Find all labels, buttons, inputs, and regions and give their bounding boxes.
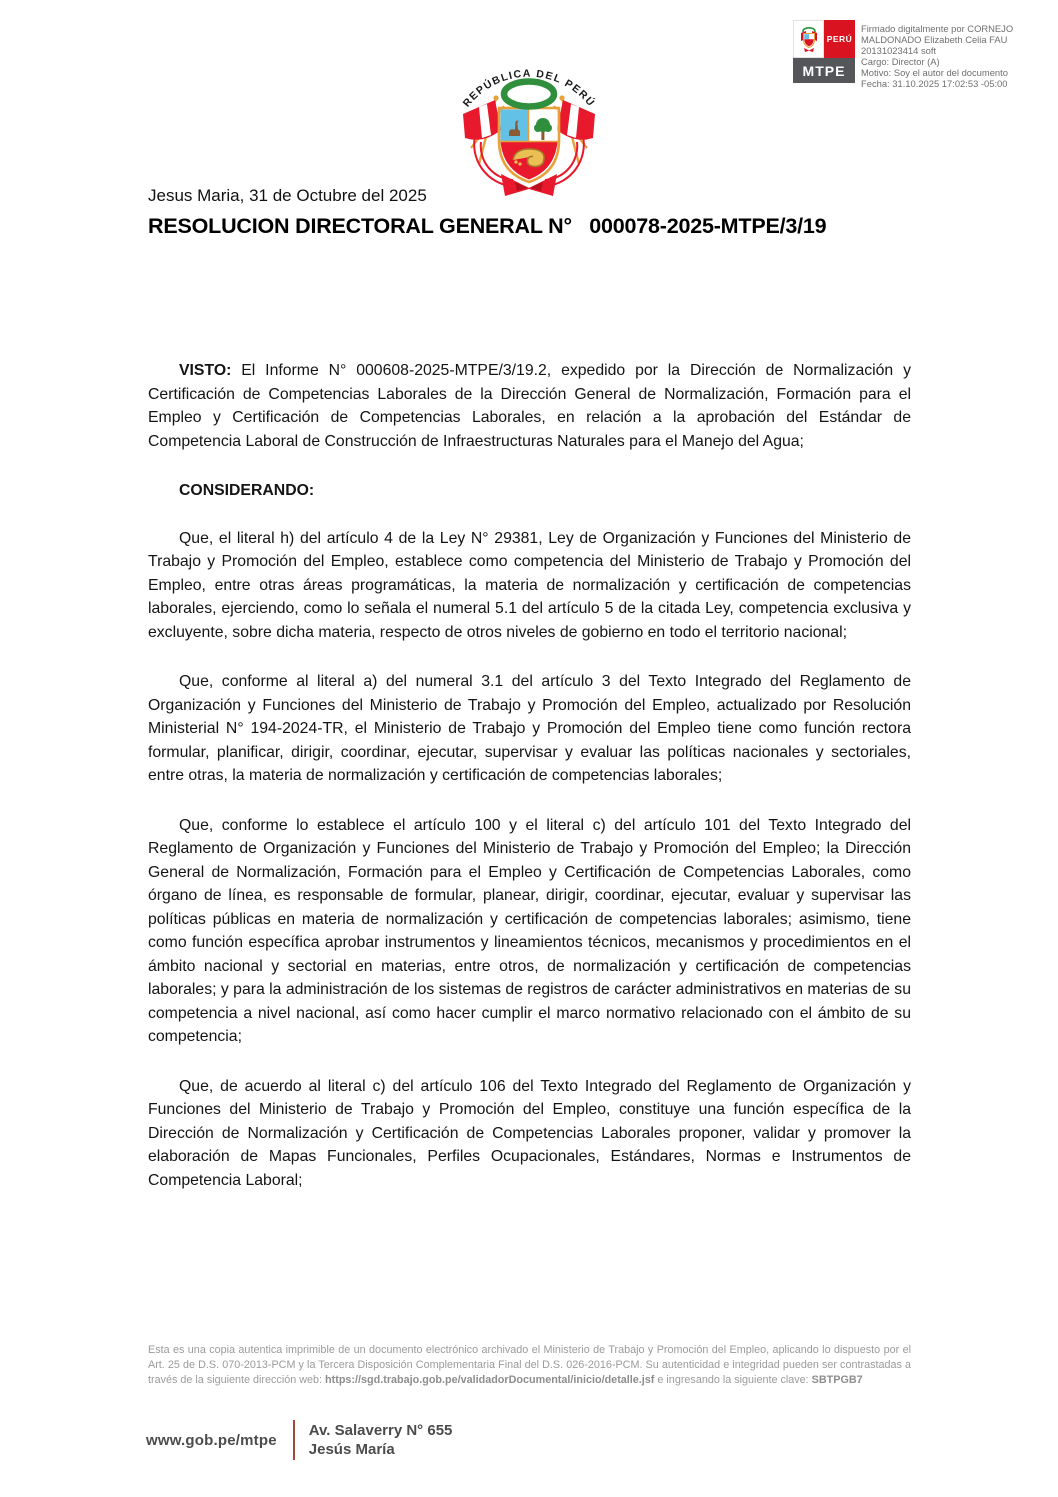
signature-line: MALDONADO Elizabeth Celia FAU: [861, 33, 1008, 45]
visto-text: El Informe N° 000608-2025-MTPE/3/19.2, expedido por la Dirección de Normalización y Certificación de Competencias Laborales de la Dirección General de Normalización, Formación para el Empleo y Certificación de Competencias Laborales, en relación a la aprobación del Estándar de Competencia Laboral de Construcción de Infraestructuras Naturales para el Manejo del Agua;: [148, 362, 911, 450]
visto-paragraph: [148, 359, 911, 453]
signature-line: Firmado digitalmente por CORNEJO: [861, 23, 1014, 34]
signature-line: Cargo: Director (A): [861, 55, 940, 67]
digital-signature-stamp: [793, 20, 1058, 89]
disclaimer-text: Esta es una copia autentica imprimible de un documento electrónico archivado el Ministerio de Trabajo y Promoción del Empleo, aplicando lo dispuesto por el Art. 25 de D.S. 070-2013-PCM y la Tercera Disposición Complementaria Final del D.S. 026-2016-PCM. Su autenticidad e integridad pueden ser contrastadas a través de la siguiente dirección web:: [148, 1344, 911, 1386]
peru-label: PERÚ: [824, 20, 855, 58]
coat-of-arms-icon: [449, 48, 609, 196]
signature-line: 20131023414 soft: [861, 44, 937, 56]
peru-coat-of-arms-mini-icon: [793, 20, 824, 58]
office-address: [309, 1421, 453, 1459]
svg-text:REPÚBLICA DEL PERÚ: [461, 68, 598, 110]
website-url: www.gob.pe/mtpe: [146, 1431, 277, 1449]
authenticity-disclaimer: [148, 1343, 911, 1388]
address-line: Av. Salaverry N° 655: [308, 1422, 453, 1439]
mtpe-logo: [793, 20, 855, 83]
considerando-heading: CONSIDERANDO:: [179, 482, 315, 499]
peru-national-emblem: [449, 48, 609, 196]
signature-line: Motivo: Soy el autor del documento: [861, 66, 1008, 78]
signature-details: [861, 20, 1058, 89]
signature-line: Fecha: 31.10.2025 17:02:53 -05:00: [861, 77, 1008, 89]
dateline: Jesus Maria, 31 de Octubre del 2025: [148, 186, 427, 205]
institutional-footer: [146, 1420, 452, 1460]
document-body: [148, 186, 911, 1218]
considerando-paragraph-1: Que, el literal h) del artículo 4 de la Ley N° 29381, Ley de Organización y Funciones del Ministerio de Trabajo y Promoción del Empleo, establece como competencia del Ministerio de Trabajo y Promoción del Empleo, entre otras áreas programáticas, la materia de normalización y certificación de competencias laborales, ejerciendo, como lo señala el numeral 5.1 del artículo 5 de la citada Ley, competencia exclusiva y excluyente, sobre dicha materia, respecto de otros niveles de gobierno en todo el territorio nacional;: [148, 529, 911, 641]
validation-key: SBTPGB7: [811, 1373, 863, 1386]
emblem-arc-text: REPÚBLICA DEL PERÚ: [460, 67, 598, 110]
address-line: Jesús María: [308, 1441, 395, 1458]
footer-divider: [293, 1420, 295, 1460]
visto-label: VISTO:: [179, 362, 232, 379]
considerando-paragraph-3: Que, conforme lo establece el artículo 100 y el literal c) del artículo 101 del Texto Integrado del Reglamento de Organización y Funciones del Ministerio de Trabajo y Promoción del Empleo; la Dirección General de Normalización, Formación para el Empleo y Certificación de Competencias Laborales, como órgano de línea, es responsable de formular, planear, dirigir, coordinar, ejecutar, evaluar y supervisar las políticas públicas en materia de normalización y certificación de competencias laborales; asimismo, tiene como función específica aprobar instrumentos y lineamientos técnicos, mecanismos y procedimientos en el ámbito nacional y sectorial en materias, entre otros, de normalización y certificación de competencias laborales; y para la administración de los sistemas de registros de carácter administrativos en materias de su competencia a nivel nacional, así como hacer cumplir el marco normativo relacionado con el ámbito de su competencia;: [148, 816, 911, 1045]
disclaimer-text: e ingresando la siguiente clave:: [654, 1373, 812, 1386]
considerando-paragraph-2: Que, conforme al literal a) del numeral 3.1 del artículo 3 del Texto Integrado del Reglamento de Organización y Funciones del Ministerio de Trabajo y Promoción del Empleo, actualizado por Resolución Ministerial N° 194-2024-TR, el Ministerio de Trabajo y Promoción del Empleo tiene como función rectora formular, planificar, dirigir, coordinar, ejecutar, supervisar y evaluar las políticas nacionales y sectoriales, entre otras, la materia de normalización y certificación de competencias laborales;: [148, 673, 911, 784]
considerando-paragraph-4: Que, de acuerdo al literal c) del artículo 106 del Texto Integrado del Reglamento de Organización y Funciones del Ministerio de Trabajo y Promoción del Empleo, constituye una función específica de la Dirección de Normalización y Certificación de Competencias Laborales proponer, validar y promover la elaboración de Mapas Funcionales, Perfiles Ocupacionales, Estándares, Normas e Instrumentos de Competencia Laboral;: [148, 1077, 911, 1189]
resolution-title: RESOLUCION DIRECTORAL GENERAL N° 000078-2025-MTPE/3/19: [148, 214, 827, 238]
mtpe-label: MTPE: [793, 58, 855, 83]
validator-url: https://sgd.trabajo.gob.pe/validadorDocumental/inicio/detalle.jsf: [325, 1373, 655, 1386]
